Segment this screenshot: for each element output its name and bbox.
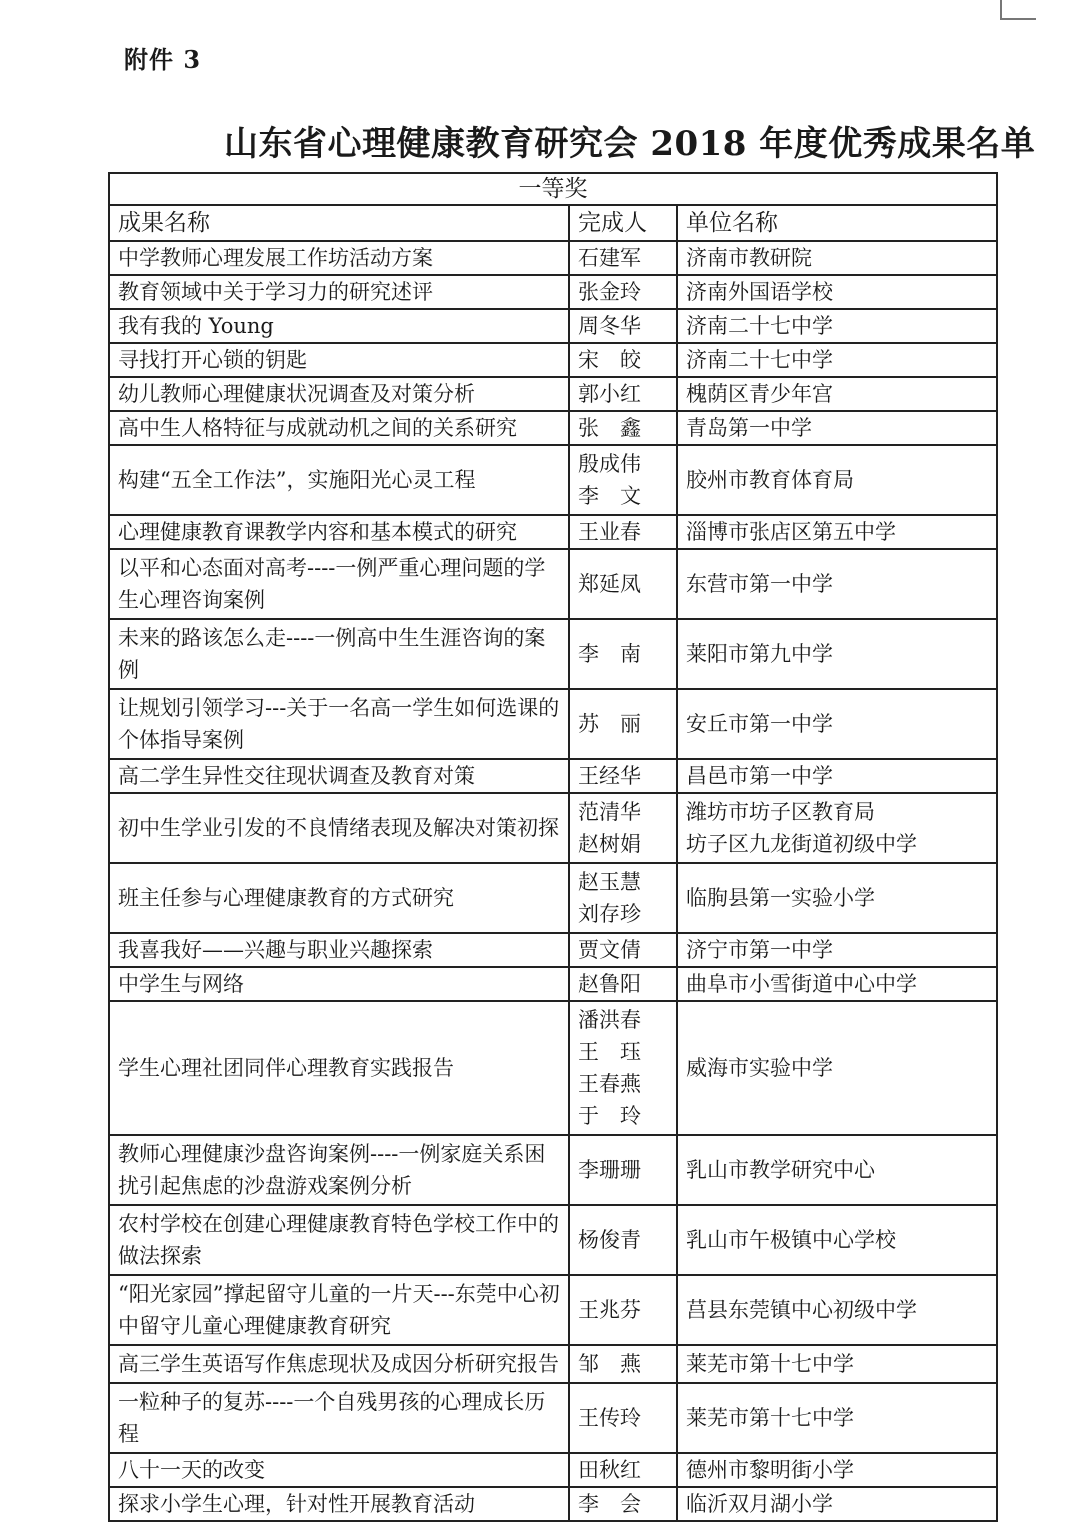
completer-name: 于 玲 — [578, 1104, 641, 1128]
achievement-name: 高三学生英语写作焦虑现状及成因分析研究报告 — [109, 1345, 569, 1383]
table-row — [109, 275, 997, 309]
achievement-name: 寻找打开心锁的钥匙 — [109, 343, 569, 377]
completer-name: 张 鑫 — [578, 416, 641, 440]
completer-name: 李 会 — [578, 1492, 641, 1516]
unit-name — [677, 793, 997, 863]
unit-line: 莱芜市第十七中学 — [686, 1352, 854, 1376]
column-header-unit: 单位名称 — [677, 205, 997, 241]
achievement-name: 中学生与网络 — [109, 967, 569, 1001]
header-row — [109, 205, 997, 241]
unit-name — [677, 309, 997, 343]
completer-name: 王 珏 — [578, 1040, 641, 1064]
table-row — [109, 1383, 997, 1453]
unit-name — [677, 863, 997, 933]
unit-name — [677, 689, 997, 759]
unit-line: 德州市黎明街小学 — [686, 1458, 854, 1482]
completers — [569, 1383, 677, 1453]
completer-name: 刘存珍 — [578, 902, 641, 926]
unit-line: 胶州市教育体育局 — [686, 468, 854, 492]
column-header-name: 成果名称 — [109, 205, 569, 241]
completers — [569, 445, 677, 515]
unit-name — [677, 967, 997, 1001]
completer-name: 王经华 — [578, 764, 641, 788]
completer-name: 石建军 — [578, 246, 641, 270]
completer-name: 苏 丽 — [578, 712, 641, 736]
completer-name: 田秋红 — [578, 1458, 641, 1482]
completer-name: 张金玲 — [578, 280, 641, 304]
unit-line: 临沂双月湖小学 — [686, 1492, 833, 1516]
completer-name: 王兆芬 — [578, 1298, 641, 1322]
achievement-name: 心理健康教育课教学内容和基本模式的研究 — [109, 515, 569, 549]
completer-name: 赵树娟 — [578, 832, 641, 856]
unit-name — [677, 411, 997, 445]
completer-name: 宋 皎 — [578, 348, 641, 372]
unit-line: 济南二十七中学 — [686, 348, 833, 372]
unit-line: 东营市第一中学 — [686, 572, 833, 596]
unit-line: 莱芜市第十七中学 — [686, 1406, 854, 1430]
completer-name: 李 文 — [578, 484, 641, 508]
unit-line: 安丘市第一中学 — [686, 712, 833, 736]
unit-line: 潍坊市坊子区教育局 — [686, 800, 875, 824]
table-row — [109, 515, 997, 549]
completer-name: 李珊珊 — [578, 1158, 641, 1182]
unit-line: 坊子区九龙街道初级中学 — [686, 832, 917, 856]
completer-name: 郑延凤 — [578, 572, 641, 596]
table-row — [109, 445, 997, 515]
unit-name — [677, 275, 997, 309]
table-row — [109, 1487, 997, 1521]
table-row — [109, 1275, 997, 1345]
completers — [569, 933, 677, 967]
achievement-name: 中学教师心理发展工作坊活动方案 — [109, 241, 569, 275]
achievement-name: 高二学生异性交往现状调查及教育对策 — [109, 759, 569, 793]
achievement-name: 构建“五全工作法”，实施阳光心灵工程 — [109, 445, 569, 515]
table-row — [109, 377, 997, 411]
unit-name — [677, 1001, 997, 1135]
table-row — [109, 1135, 997, 1205]
unit-line: 济南二十七中学 — [686, 314, 833, 338]
unit-name — [677, 445, 997, 515]
achievement-name: 学生心理社团同伴心理教育实践报告 — [109, 1001, 569, 1135]
table-row — [109, 619, 997, 689]
completers — [569, 759, 677, 793]
unit-line: 乳山市教学研究中心 — [686, 1158, 875, 1182]
completers — [569, 411, 677, 445]
completer-name: 范清华 — [578, 800, 641, 824]
completer-name: 邹 燕 — [578, 1352, 641, 1376]
completers — [569, 377, 677, 411]
unit-line: 曲阜市小雪街道中心中学 — [686, 972, 917, 996]
column-header-people: 完成人 — [569, 205, 677, 241]
table-row — [109, 549, 997, 619]
achievement-name: 让规划引领学习---关于一名高一学生如何选课的个体指导案例 — [109, 689, 569, 759]
unit-name — [677, 1135, 997, 1205]
unit-line: 槐荫区青少年宫 — [686, 382, 833, 406]
completers — [569, 1135, 677, 1205]
unit-line: 济宁市第一中学 — [686, 938, 833, 962]
achievement-name: 农村学校在创建心理健康教育特色学校工作中的做法探索 — [109, 1205, 569, 1275]
table-row — [109, 1205, 997, 1275]
unit-line: 莒县东莞镇中心初级中学 — [686, 1298, 917, 1322]
completer-name: 潘洪春 — [578, 1008, 641, 1032]
completers — [569, 241, 677, 275]
unit-name — [677, 1275, 997, 1345]
completer-name: 周冬华 — [578, 314, 641, 338]
table-row — [109, 1453, 997, 1487]
achievement-name: “阳光家园”撑起留守儿童的一片天---东莞中心初中留守儿童心理健康教育研究 — [109, 1275, 569, 1345]
completer-name: 赵鲁阳 — [578, 972, 641, 996]
completer-name: 李 南 — [578, 642, 641, 666]
completers — [569, 863, 677, 933]
completer-name: 杨俊青 — [578, 1228, 641, 1252]
achievement-name: 未来的路该怎么走----一例高中生生涯咨询的案例 — [109, 619, 569, 689]
table-row — [109, 967, 997, 1001]
unit-line: 济南市教研院 — [686, 246, 812, 270]
completers — [569, 967, 677, 1001]
unit-name — [677, 549, 997, 619]
completers — [569, 689, 677, 759]
completers — [569, 1453, 677, 1487]
unit-name — [677, 619, 997, 689]
unit-line: 威海市实验中学 — [686, 1056, 833, 1080]
unit-line: 济南外国语学校 — [686, 280, 833, 304]
completer-name: 王春燕 — [578, 1072, 641, 1096]
completer-name: 王业春 — [578, 520, 641, 544]
unit-name — [677, 933, 997, 967]
unit-line: 乳山市午极镇中心学校 — [686, 1228, 896, 1252]
completers — [569, 1001, 677, 1135]
unit-line: 淄博市张店区第五中学 — [686, 520, 896, 544]
achievement-name: 教师心理健康沙盘咨询案例----一例家庭关系困扰引起焦虑的沙盘游戏案例分析 — [109, 1135, 569, 1205]
table-row — [109, 241, 997, 275]
completers — [569, 343, 677, 377]
achievement-name: 教育领域中关于学习力的研究述评 — [109, 275, 569, 309]
achievement-name: 初中生学业引发的不良情绪表现及解决对策初探 — [109, 793, 569, 863]
table-row — [109, 863, 997, 933]
achievement-name: 我喜我好——兴趣与职业兴趣探索 — [109, 933, 569, 967]
document-title: 山东省心理健康教育研究会 2018 年度优秀成果名单 — [224, 124, 1036, 164]
unit-name — [677, 1345, 997, 1383]
unit-name — [677, 241, 997, 275]
unit-name — [677, 343, 997, 377]
completer-name: 王传玲 — [578, 1406, 641, 1430]
table-row — [109, 759, 997, 793]
completers — [569, 619, 677, 689]
table-row — [109, 1345, 997, 1383]
completers — [569, 515, 677, 549]
completers — [569, 309, 677, 343]
completers — [569, 1205, 677, 1275]
table-row — [109, 411, 997, 445]
completer-name: 贾文倩 — [578, 938, 641, 962]
unit-line: 临朐县第一实验小学 — [686, 886, 875, 910]
achievement-name: 八十一天的改变 — [109, 1453, 569, 1487]
unit-line: 昌邑市第一中学 — [686, 764, 833, 788]
completers — [569, 1345, 677, 1383]
table-row — [109, 343, 997, 377]
achievement-name: 我有我的 Young — [109, 309, 569, 343]
prize-level-row — [109, 173, 997, 205]
completer-name: 殷成伟 — [578, 452, 641, 476]
awards-table — [108, 172, 998, 1522]
completers — [569, 275, 677, 309]
attachment-label: 附件 3 — [124, 45, 202, 74]
unit-name — [677, 1383, 997, 1453]
achievement-name: 探求小学生心理，针对性开展教育活动 — [109, 1487, 569, 1521]
unit-line: 莱阳市第九中学 — [686, 642, 833, 666]
table-row — [109, 933, 997, 967]
table-row — [109, 689, 997, 759]
achievement-name: 幼儿教师心理健康状况调查及对策分析 — [109, 377, 569, 411]
achievement-name: 班主任参与心理健康教育的方式研究 — [109, 863, 569, 933]
unit-name — [677, 759, 997, 793]
page-corner-mark — [1000, 0, 1036, 20]
unit-line: 青岛第一中学 — [686, 416, 812, 440]
unit-name — [677, 1487, 997, 1521]
achievement-name: 一粒种子的复苏----一个自残男孩的心理成长历程 — [109, 1383, 569, 1453]
unit-name — [677, 1205, 997, 1275]
prize-level: 一等奖 — [109, 173, 997, 205]
completers — [569, 1487, 677, 1521]
achievement-name: 以平和心态面对高考----一例严重心理问题的学生心理咨询案例 — [109, 549, 569, 619]
completer-name: 赵玉慧 — [578, 870, 641, 894]
table-row — [109, 309, 997, 343]
unit-name — [677, 1453, 997, 1487]
completers — [569, 1275, 677, 1345]
completers — [569, 793, 677, 863]
achievement-name: 高中生人格特征与成就动机之间的关系研究 — [109, 411, 569, 445]
completers — [569, 549, 677, 619]
completer-name: 郭小红 — [578, 382, 641, 406]
unit-name — [677, 377, 997, 411]
table-row — [109, 793, 997, 863]
table-row — [109, 1001, 997, 1135]
unit-name — [677, 515, 997, 549]
